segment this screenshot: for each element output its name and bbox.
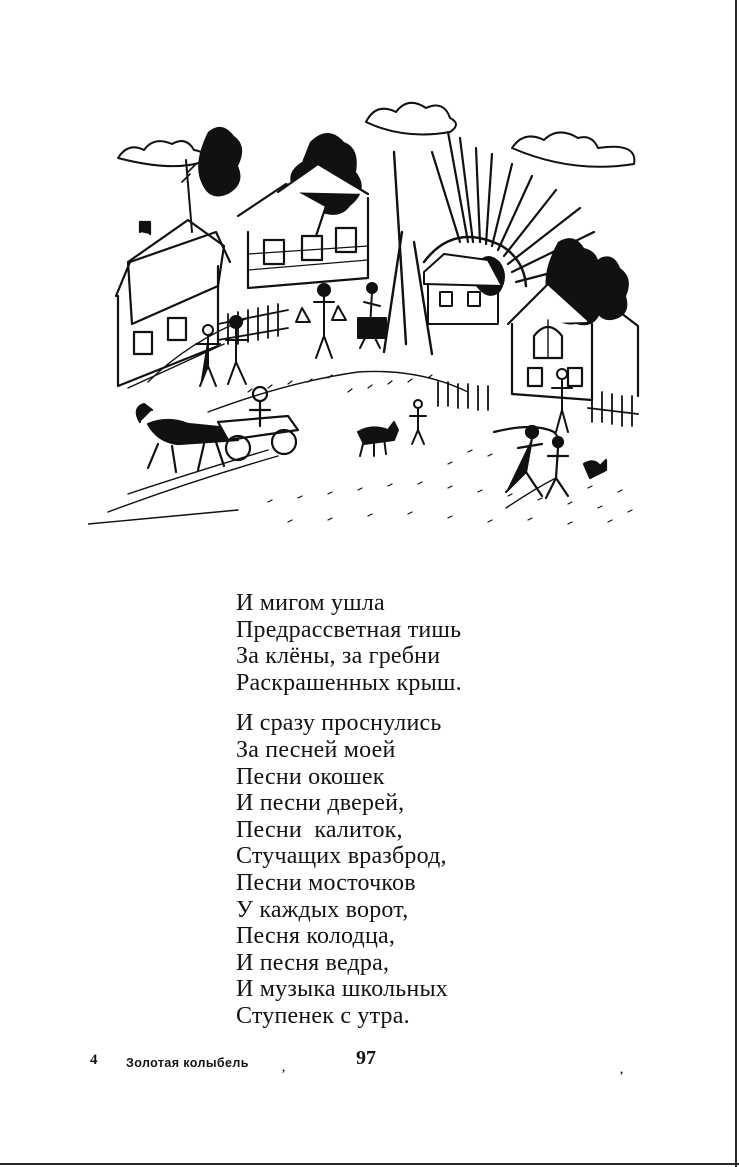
cloud-left	[118, 141, 204, 166]
poem-line: Песни окошек	[236, 763, 385, 790]
page-edge-right	[735, 0, 737, 1167]
running-kids	[494, 426, 606, 508]
poem	[236, 590, 462, 1030]
poem-line: Песни мосточков	[236, 869, 416, 896]
stanza-2	[236, 710, 462, 1029]
poem-line: И музыка школьных	[236, 976, 448, 1003]
poem-line: Песня колодца,	[236, 923, 396, 950]
poem-line: Предрассветная тишь	[236, 616, 462, 643]
page-edge-bottom	[0, 1163, 739, 1165]
stanza-1	[236, 590, 462, 696]
poem-line: За песней моей	[236, 736, 396, 763]
poem-line: И песни дверей,	[236, 790, 405, 817]
poem-line: Стучащих вразброд,	[236, 843, 447, 870]
poem-line: И мигом ушла	[236, 590, 385, 616]
signature-mark: 4	[90, 1052, 98, 1068]
poem-line: И сразу проснулись	[236, 710, 442, 737]
poles	[384, 152, 432, 354]
poem-line: За клёны, за гребни	[236, 643, 441, 670]
cloud-right	[512, 132, 634, 166]
print-speck: ,	[620, 1062, 623, 1076]
cloud-top	[366, 103, 456, 135]
page-number: 97	[356, 1047, 376, 1069]
print-speck: ,	[282, 1060, 285, 1074]
horse-cart	[108, 387, 298, 512]
poem-line: Ступенек с утра.	[236, 1002, 410, 1029]
house-left	[116, 220, 230, 388]
poem-line: У каждых ворот,	[236, 896, 409, 923]
poem-line: Раскрашенных крыш.	[236, 669, 462, 696]
village-illustration	[88, 92, 648, 532]
signature-title: Золотая колыбель	[126, 1056, 249, 1070]
poem-line: Песни калиток,	[236, 816, 403, 843]
poem-line: И песня ведра,	[236, 949, 390, 976]
goat	[358, 422, 398, 456]
